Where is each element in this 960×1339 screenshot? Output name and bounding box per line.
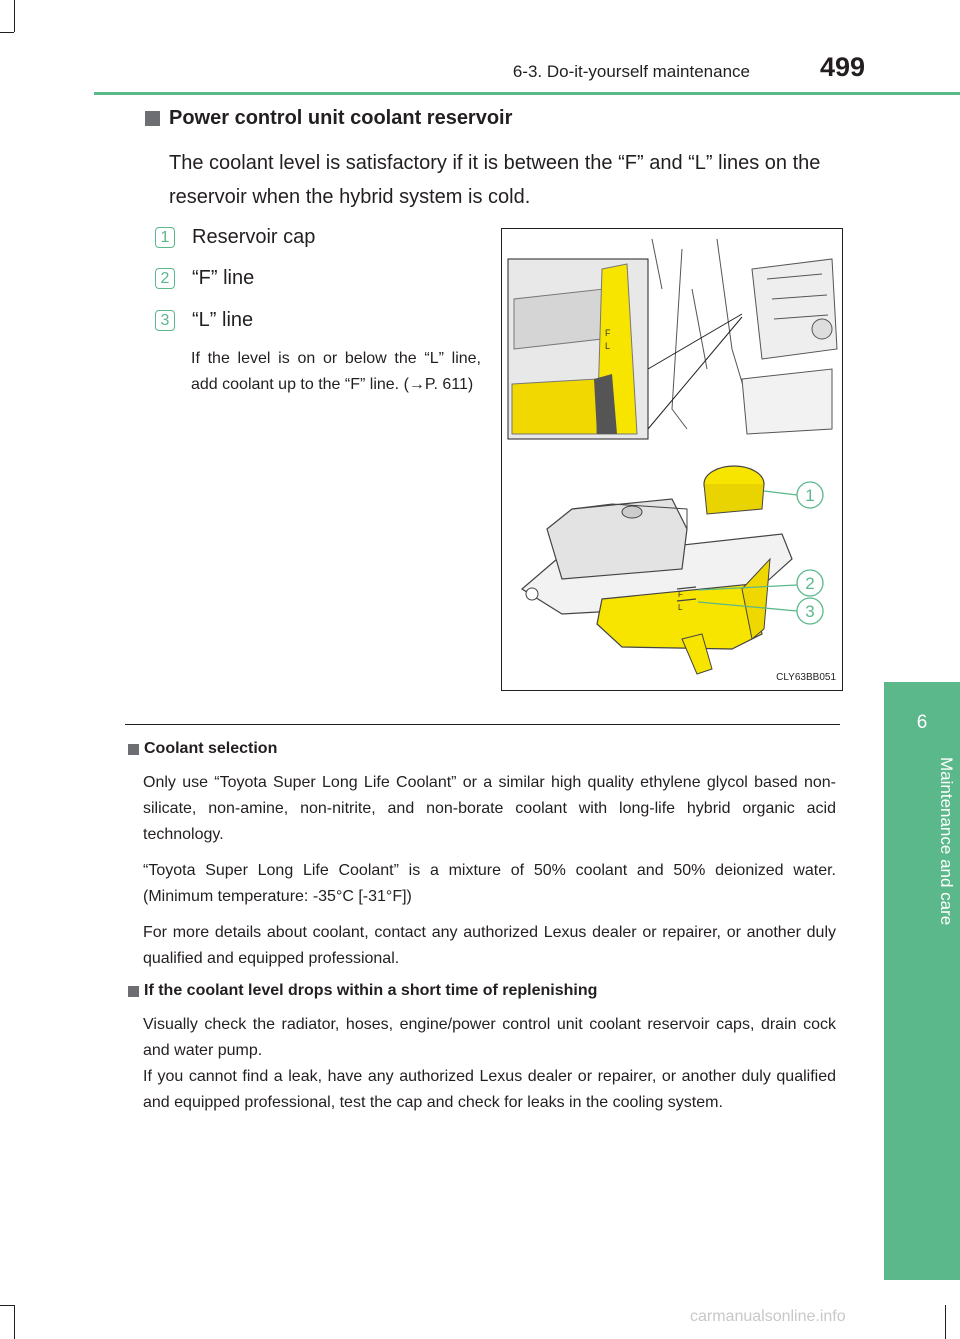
item-note: If the level is on or below the “L” line, add coolant up to the “F” line. (→P. 611) <box>191 350 481 393</box>
crop-mark <box>14 0 15 32</box>
section-title: Power control unit coolant reservoir <box>169 107 513 129</box>
chapter-label: Maintenance and care <box>937 757 956 926</box>
note-paragraph: Only use “Toyota Super Long Life Coolant” or a similar high quality ethylene glycol based non-silicate, non-amine, non-nitrite, and non-borate coolant with long-life hybrid organic acid technology. <box>143 774 836 843</box>
number-badge: 1 <box>155 227 175 248</box>
chapter-number: 6 <box>916 712 928 733</box>
note-paragraph: “Toyota Super Long Life Coolant” is a mixture of 50% coolant and 50% deionized water. (Minimum temperature: -35°C [-31°F]) <box>143 862 836 905</box>
note-heading <box>128 740 277 758</box>
item-label: “L” line <box>192 309 254 331</box>
callout-1: 1 <box>805 486 815 505</box>
list-item <box>155 267 254 290</box>
note-paragraph: For more details about coolant, contact any authorized Lexus dealer or repairer, or another duly qualified and equipped professional. <box>143 924 836 967</box>
section-divider <box>125 724 840 725</box>
note-paragraph: Visually check the radiator, hoses, engine/power control unit coolant reservoir caps, drain cock and water pump. <box>143 1016 836 1059</box>
coolant-reservoir-drawing <box>502 229 842 690</box>
chapter-tab <box>884 682 960 1280</box>
square-bullet-icon <box>128 986 139 997</box>
figure-code: CLY63BB051 <box>776 672 836 683</box>
note-title: If the coolant level drops within a short time of replenishing <box>144 982 598 999</box>
page-number: 499 <box>820 52 866 82</box>
crop-mark <box>0 32 14 33</box>
header-rule <box>94 92 960 95</box>
crop-mark <box>945 1305 946 1339</box>
square-bullet-icon <box>128 744 139 755</box>
item-label: Reservoir cap <box>192 226 316 248</box>
crop-mark <box>14 1305 15 1339</box>
square-bullet-icon <box>145 111 160 126</box>
f-mark: F <box>678 590 683 599</box>
intro-text: The coolant level is satisfactory if it is between the “F” and “L” lines on the reservoir when the hybrid system is cold. <box>169 152 821 208</box>
callout-2: 2 <box>805 574 815 593</box>
list-item <box>155 309 253 332</box>
section-heading <box>145 107 512 130</box>
svg-text:F: F <box>605 328 611 338</box>
reservoir-illustration <box>501 228 843 691</box>
crop-mark <box>0 1305 14 1306</box>
number-badge: 2 <box>155 268 175 289</box>
list-item <box>155 226 315 249</box>
note-title: Coolant selection <box>144 740 278 757</box>
running-header: 6-3. Do-it-yourself maintenance <box>512 62 750 81</box>
note-heading <box>128 982 597 1000</box>
l-mark: L <box>678 603 683 612</box>
svg-text:L: L <box>605 341 611 351</box>
callout-3: 3 <box>805 602 815 621</box>
item-label: “F” line <box>192 267 255 289</box>
watermark: carmanualsonline.info <box>690 1308 846 1325</box>
number-badge: 3 <box>155 310 175 331</box>
note-paragraph: If you cannot find a leak, have any authorized Lexus dealer or repairer, or another duly qualified and equipped professional, test the cap and check for leaks in the cooling system. <box>143 1068 836 1111</box>
